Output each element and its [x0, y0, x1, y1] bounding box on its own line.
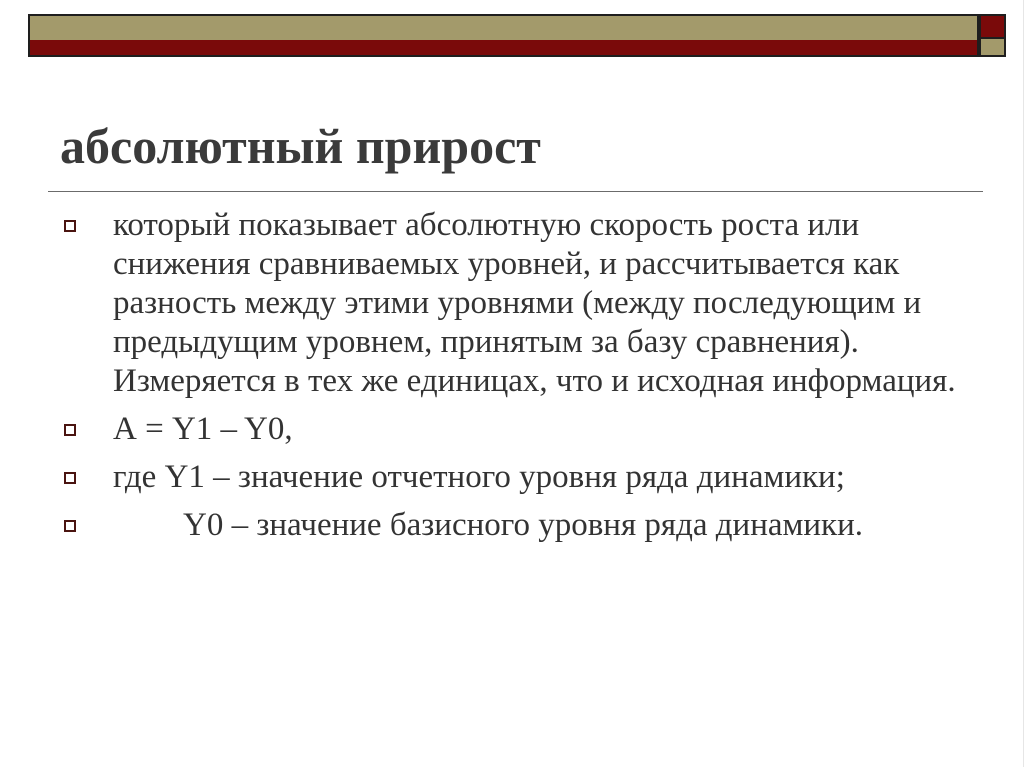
bullet-item-y1-definition [62, 458, 873, 497]
bullet-item-formula [62, 410, 962, 449]
slide-title: абсолютный прирост [60, 118, 541, 174]
bullet-text: где Y1 – значение отчетного уровня ряда динамики; [113, 459, 845, 495]
bullet-list [62, 206, 962, 554]
bullet-text: который показывает абсолютную скорость роста или снижения сравниваемых уровней, и рассчитывается как разность между этими уровнями (между последующим и предыдущим уровнем, принятым за базу сравнения). Измеряется в тех же единицах, что и исходная информация. [113, 207, 956, 399]
header-olive-strip [30, 16, 977, 42]
square-bullet-icon [64, 220, 76, 232]
corner-square-olive [979, 37, 1006, 57]
title-divider [48, 191, 983, 192]
square-bullet-icon [64, 472, 76, 484]
header-corner-squares [979, 14, 1006, 57]
corner-square-maroon [979, 14, 1006, 39]
bullet-item-y0-definition [62, 506, 893, 545]
square-bullet-icon [64, 520, 76, 532]
bullet-text [113, 506, 893, 545]
bullet-text: А = Y1 – Y0, [113, 411, 293, 447]
header-decorative-band [28, 14, 979, 57]
bullet-text-content: Y0 – значение базисного уровня ряда динамики. [183, 507, 863, 543]
square-bullet-icon [64, 424, 76, 436]
header-maroon-strip [30, 40, 977, 55]
bullet-item-definition [62, 206, 993, 401]
